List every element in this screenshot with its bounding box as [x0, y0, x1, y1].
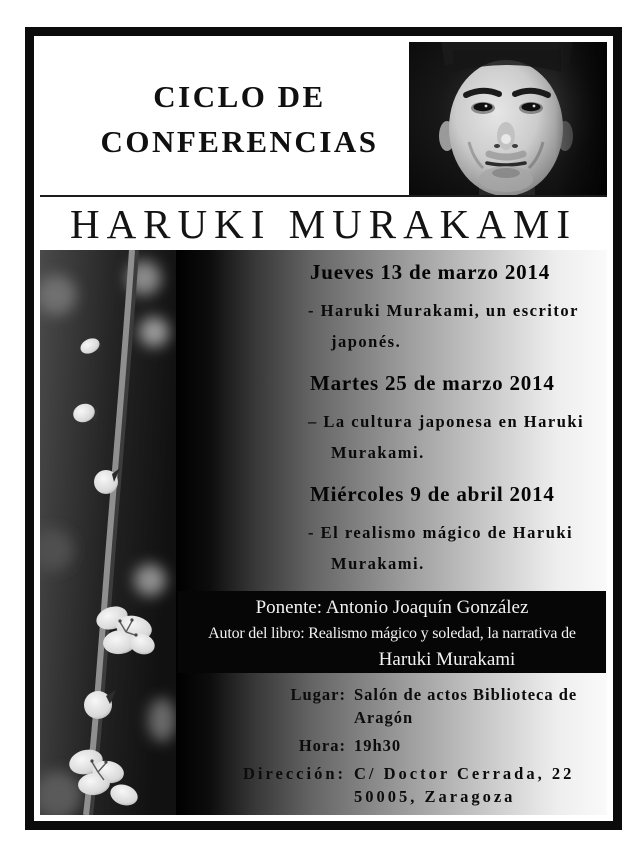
detail-label: Hora: — [298, 736, 346, 755]
event-list — [176, 250, 607, 579]
detail-value — [354, 683, 577, 729]
schedule-panel — [176, 250, 607, 815]
title-line-1: CICLO DE — [153, 78, 326, 114]
event-item — [308, 480, 607, 579]
poster-body — [40, 250, 607, 815]
book-title-line: Autor del libro: Realismo mágico y soledad, la narrativa de — [208, 625, 576, 642]
event-date: Jueves 13 de marzo 2014 — [310, 260, 551, 284]
venue-details — [176, 683, 607, 808]
detail-value — [354, 762, 574, 808]
detail-value-line-1: 19h30 — [354, 736, 402, 755]
speaker-name-line: Ponente: Antonio Joaquín González — [255, 597, 529, 618]
poster-header — [40, 42, 607, 195]
event-topic — [308, 296, 607, 357]
title-line-2: CONFERENCIAS — [100, 123, 379, 159]
murakami-portrait-photo — [409, 42, 607, 195]
event-topic-line-1: - El realismo mágico de Haruki — [308, 523, 574, 542]
event-date: Martes 25 de marzo 2014 — [310, 371, 555, 395]
blossom-image — [40, 250, 176, 815]
event-topic-line-2: japonés. — [331, 331, 402, 351]
book-title-continued: Haruki Murakami — [378, 649, 516, 670]
detail-label: Dirección: — [242, 764, 346, 783]
detail-value-line-1: Salón de actos Biblioteca de — [354, 685, 578, 704]
event-topic-line-2: Murakami. — [331, 553, 425, 573]
speaker-band — [178, 591, 606, 673]
lecture-series-title — [40, 42, 409, 195]
detail-value — [354, 734, 401, 757]
detail-value-line-2: 50005, Zaragoza — [354, 787, 516, 806]
poster-frame — [25, 27, 622, 830]
detail-label: Lugar: — [290, 685, 346, 704]
event-topic — [308, 407, 607, 468]
detail-row-lugar — [176, 683, 607, 729]
event-item — [308, 369, 607, 468]
detail-row-hora — [176, 734, 607, 757]
detail-value-line-2: Aragón — [354, 708, 414, 727]
main-title: HARUKI MURAKAMI — [69, 200, 578, 247]
event-topic-line-1: – La cultura japonesa en Haruki — [308, 412, 585, 431]
detail-row-direccion — [176, 762, 607, 808]
main-title-band — [40, 197, 607, 250]
event-topic-line-2: Murakami. — [331, 442, 425, 462]
detail-value-line-1: C/ Doctor Cerrada, 22 — [354, 764, 575, 783]
event-topic — [308, 518, 607, 579]
event-topic-line-1: - Haruki Murakami, un escritor — [308, 301, 579, 320]
event-date: Miércoles 9 de abril 2014 — [310, 482, 555, 506]
plum-blossom-photo — [40, 250, 176, 815]
event-item — [308, 258, 607, 357]
portrait-image — [409, 42, 607, 195]
